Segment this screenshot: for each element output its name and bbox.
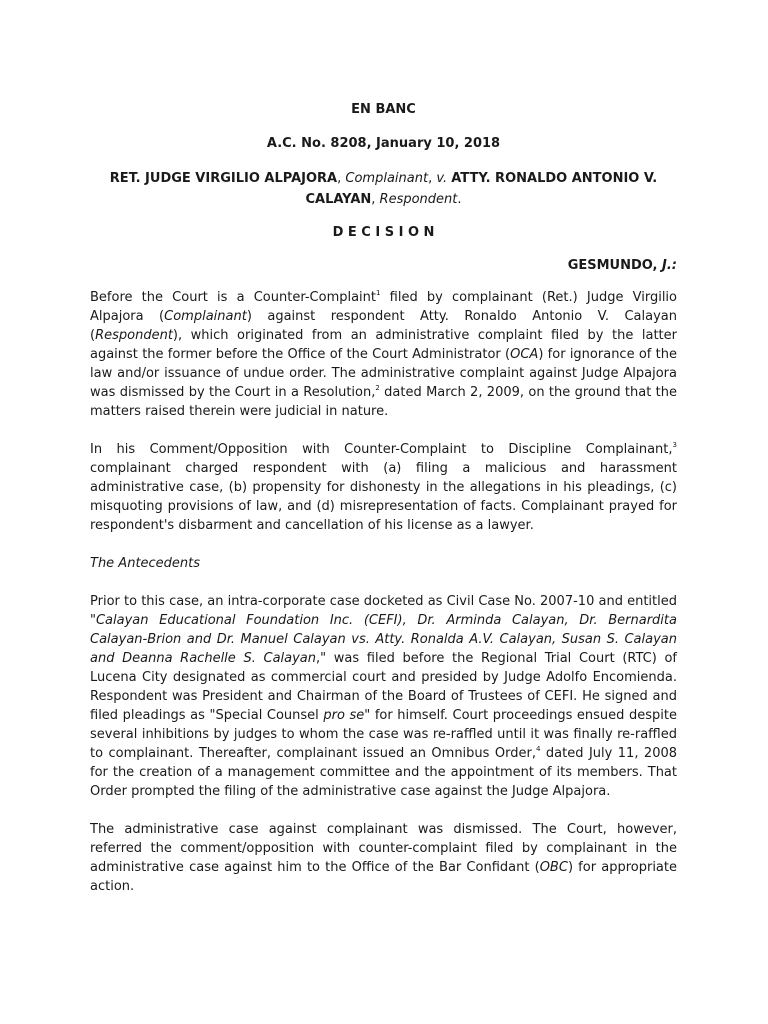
footnote-ref-3[interactable]: 3: [672, 441, 677, 449]
respondent-role: Respondent: [379, 192, 458, 207]
document-page: [90, 100, 677, 896]
case-caption: RET. JUDGE VIRGILIO ALPAJORA, Complainant, v. ATTY. RONALDO ANTONIO V. CALAYAN, Respondent.: [109, 171, 658, 207]
footnote-ref-1[interactable]: 1: [376, 289, 381, 297]
paragraph-1: Before the Court is a Counter-Complaint$^1$ filed by complainant (Ret.) Judge Virgilio Alpajora (Complainant) against respondent Atty. Ronaldo Antonio V. Calayan (Respondent), which originated from an administrative complaint filed by the latter against the former before the Office of the Court Administrator (OCA) for ignorance of the law and/or issuance of undue order. The administrative complaint against Judge Alpajora was dismissed by the Court in a Resolution,$^2$ dated March 2, 2009, on the ground that the matters raised therein were judicial in nature.: [90, 289, 678, 419]
decision-title: D E C I S I O N: [332, 225, 435, 240]
footnote-ref-2[interactable]: 2: [375, 384, 380, 392]
complainant-name: RET. JUDGE VIRGILIO ALPAJORA: [109, 171, 338, 186]
respondent-name-line1: ATTY. RONALDO ANTONIO V.: [451, 171, 658, 186]
court-division: EN BANC: [351, 102, 416, 117]
case-number: A.C. No. 8208, January 10, 2018: [266, 136, 501, 151]
footnote-ref-4[interactable]: 4: [535, 745, 541, 753]
ponente-name: GESMUNDO,: [567, 258, 658, 273]
complainant-role: Complainant: [345, 171, 429, 186]
paragraph-3: Prior to this case, an intra-corporate case docketed as Civil Case No. 2007-10 and entitled "Calayan Educational Foundation Inc. (CEFI), Dr. Arminda Calayan, Dr. Bernardita Calayan-Brion and Dr. Manuel Calayan vs. Atty. Ronalda A.V. Calayan, Susan S. Calayan and Deanna Rachelle S. Calayan," was filed before the Regional Trial Court (RTC) of Lucena City designated as commercial court and presided by Judge Adolfo Encomienda. Respondent was President and Chairman of the Board of Trustees of CEFI. He signed and filed pleadings as "Special Counsel pro se" for himself. Court proceedings ensued despite several inhibitions by judges to whom the case was re-raffled until it was finally re-raffled to complainant. Thereafter, complainant issued an Omnibus Order,$^4$ dated July 11, 2008 for the creation of a management committee and the appointment of its members. That Order prompted the filing of the administrative case against the Judge Alpajora.: [90, 594, 678, 799]
ponente: [90, 256, 677, 276]
paragraph-2: In his Comment/Opposition with Counter-Complaint to Discipline Complainant,$^3$ complainant charged respondent with (a) filing a malicious and harassment administrative case, (b) propensity for dishonesty in the allegations in his pleadings, (c) misquoting provisions of law, and (d) misrepresentation of facts. Complainant prayed for respondent's disbarment and cancellation of his license as a lawyer.: [90, 441, 677, 533]
respondent-name-line2: CALAYAN: [305, 192, 372, 207]
section-heading: The Antecedents: [90, 556, 201, 571]
paragraph-4: The administrative case against complainant was dismissed. The Court, however, referred the comment/opposition with counter-complaint filed by complainant in the administrative case against him to the Office of the Bar Confidant (OBC) for appropriate action.: [90, 822, 677, 894]
versus: v.: [436, 171, 448, 186]
ponente-suffix: J.:: [662, 258, 677, 273]
